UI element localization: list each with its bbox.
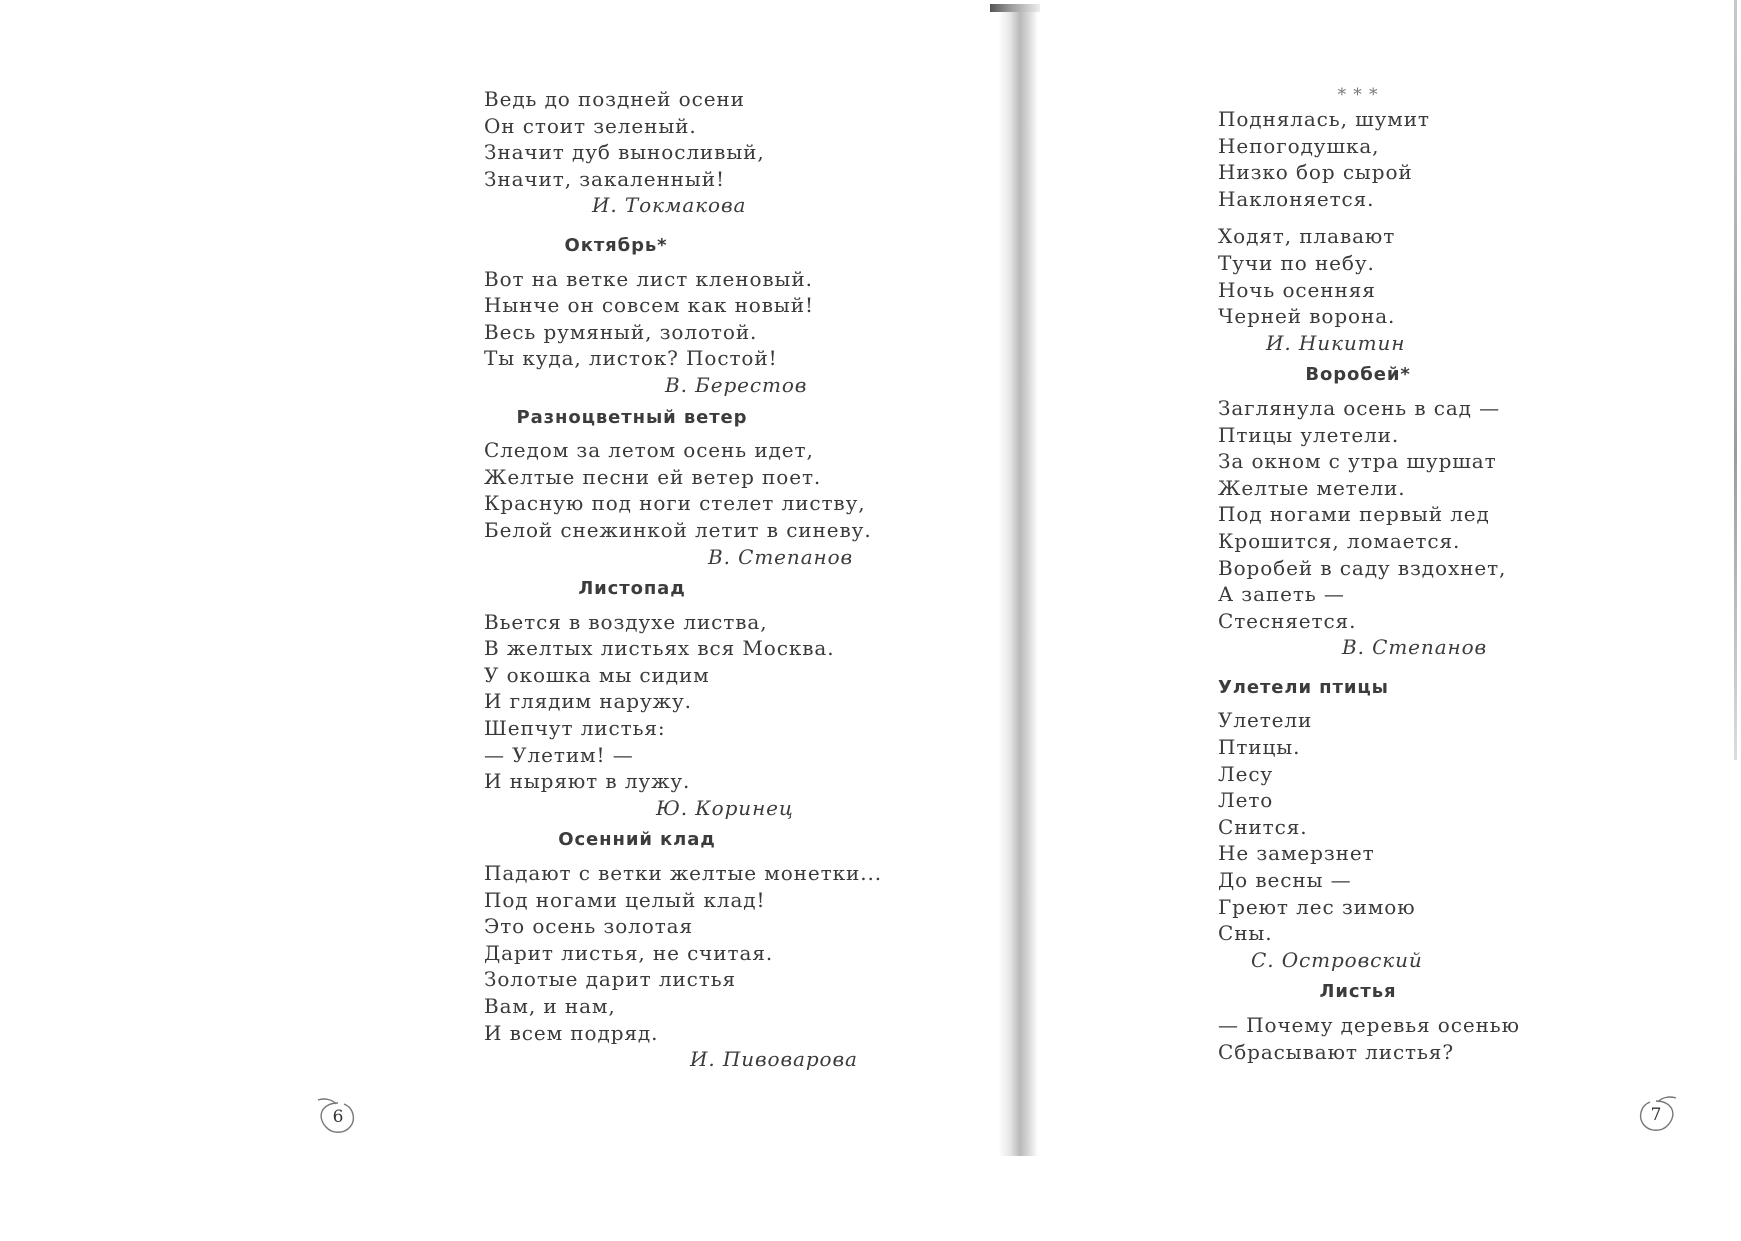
poem-line: Падают с ветки желтые монетки... <box>484 861 882 886</box>
poem-line: Крошится, ломается. <box>1218 528 1461 553</box>
poem-line: Он стоит зеленый. <box>484 113 697 138</box>
poem-line: Ведь до поздней осени <box>484 87 745 111</box>
section-stars: * * * <box>1337 85 1379 105</box>
poem-line: Ходят, плавают <box>1218 224 1396 249</box>
book-gutter <box>998 6 1038 1156</box>
poem-title: Октябрь* <box>564 234 668 256</box>
poem-line: Воробей в саду вздохнет, <box>1218 555 1507 580</box>
page-number-text: 7 <box>1650 1105 1662 1125</box>
poem-line: Тучи по небу. <box>1218 250 1375 275</box>
poem-author: В. Берестов <box>665 372 808 397</box>
poem-line: Снится. <box>1218 814 1308 839</box>
poem-line: Поднялась, шумит <box>1218 107 1430 131</box>
poem-line: Нынче он совсем как новый! <box>484 293 814 318</box>
poem-raznocvetnyi-veter <box>484 405 884 571</box>
poem-line: Дарит листья, не считая. <box>484 940 774 965</box>
poem-line: Лето <box>1218 788 1274 813</box>
poem-continuation <box>484 86 884 219</box>
poem-line: Лесу <box>1218 761 1274 786</box>
poem-line: Вьется в воздухе листва, <box>484 609 768 634</box>
poem-line: Желтые метели. <box>1218 475 1406 500</box>
poem-line: Под ногами целый клад! <box>484 887 766 912</box>
poem-line: Ты куда, листок? Постой! <box>484 346 778 371</box>
poem-line: Не замерзнет <box>1218 841 1375 866</box>
poem-line: Сбрасывают листья? <box>1218 1039 1454 1064</box>
poem-author: И. Токмакова <box>592 193 747 218</box>
poem-line: Красную под ноги стелет листву, <box>484 491 866 516</box>
poem-line: Вам, и нам, <box>484 994 616 1018</box>
poem-line: В желтых листьях вся Москва. <box>484 636 835 661</box>
poem-line: Это осень золотая <box>484 914 694 939</box>
page-number-left <box>312 1094 364 1138</box>
poem-line: Греют лес зимою <box>1218 894 1416 919</box>
page-number-text: 6 <box>332 1107 344 1127</box>
poem-author: С. Островский <box>1251 947 1423 972</box>
poem-vorobei <box>1218 362 1638 661</box>
poem-author: В. Степанов <box>708 544 854 569</box>
poem-line: Белой снежинкой летит в синеву. <box>484 517 872 542</box>
poem-line: Ночь осенняя <box>1218 277 1376 302</box>
poem-line: У окошка мы сидим <box>484 662 710 687</box>
poem-line: Желтые песни ей ветер поет. <box>484 464 822 489</box>
poem-line: Заглянула осень в сад — <box>1218 395 1501 420</box>
poem-line: — Улетим! — <box>484 742 634 767</box>
poem-line: Улетели <box>1218 708 1313 733</box>
poem-line: И ныряют в лужу. <box>484 769 691 794</box>
poem-line: Низко бор сырой <box>1218 160 1413 185</box>
poem-line: И глядим наружу. <box>484 689 692 714</box>
poem-nepogodushka <box>1218 106 1638 356</box>
left-page-column <box>484 86 884 1073</box>
poem-line: Птицы. <box>1218 735 1301 760</box>
poem-line: Стесняется. <box>1218 608 1357 633</box>
poem-line: Птицы улетели. <box>1218 422 1400 447</box>
poem-author: В. Степанов <box>1342 635 1488 660</box>
poem-line: Непогодушка, <box>1218 133 1380 158</box>
poem-line: Весь румяный, золотой. <box>484 319 758 344</box>
poem-line: Под ногами первый лед <box>1218 502 1490 527</box>
poem-uleteli-ptitsy <box>1218 675 1638 974</box>
poem-oktyabr <box>484 233 884 399</box>
book-gutter-shadow <box>990 4 1040 12</box>
page-number-right <box>1630 1092 1682 1136</box>
poem-listopad <box>484 576 884 821</box>
poem-line: Шепчут листья: <box>484 716 666 741</box>
poem-line: А запеть — <box>1218 582 1345 607</box>
poem-author: И. Пивоварова <box>690 1047 858 1072</box>
poem-title: Листопад <box>578 578 686 600</box>
poem-line: Вот на ветке лист кленовый. <box>484 266 813 291</box>
poem-author: Ю. Коринец <box>656 795 794 820</box>
poem-title: Осенний клад <box>558 829 716 851</box>
poem-title: Листья <box>1319 981 1397 1003</box>
right-page-column <box>1218 84 1638 1065</box>
poem-line: Следом за летом осень идет, <box>484 438 814 463</box>
poem-line: И всем подряд. <box>484 1020 659 1045</box>
poem-author: И. Никитин <box>1266 330 1406 355</box>
poem-line: Наклоняется. <box>1218 186 1375 211</box>
poem-line: Сны. <box>1218 921 1273 946</box>
poem-line: Черней ворона. <box>1218 304 1396 329</box>
poem-line: Значит, закаленный! <box>484 166 725 191</box>
poem-listya <box>1218 979 1638 1065</box>
poem-title: Разноцветный ветер <box>516 406 748 428</box>
poem-line: За окном с утра шуршат <box>1218 449 1497 474</box>
poem-osennii-klad <box>484 827 884 1072</box>
poem-line: Золотые дарит листья <box>484 967 737 992</box>
poem-line: До весны — <box>1218 868 1352 893</box>
poem-line: Значит дуб выносливый, <box>484 140 765 165</box>
poem-line: — Почему деревья осенью <box>1218 1013 1520 1037</box>
poem-title: Улетели птицы <box>1218 676 1389 698</box>
poem-title: Воробей* <box>1305 364 1411 386</box>
